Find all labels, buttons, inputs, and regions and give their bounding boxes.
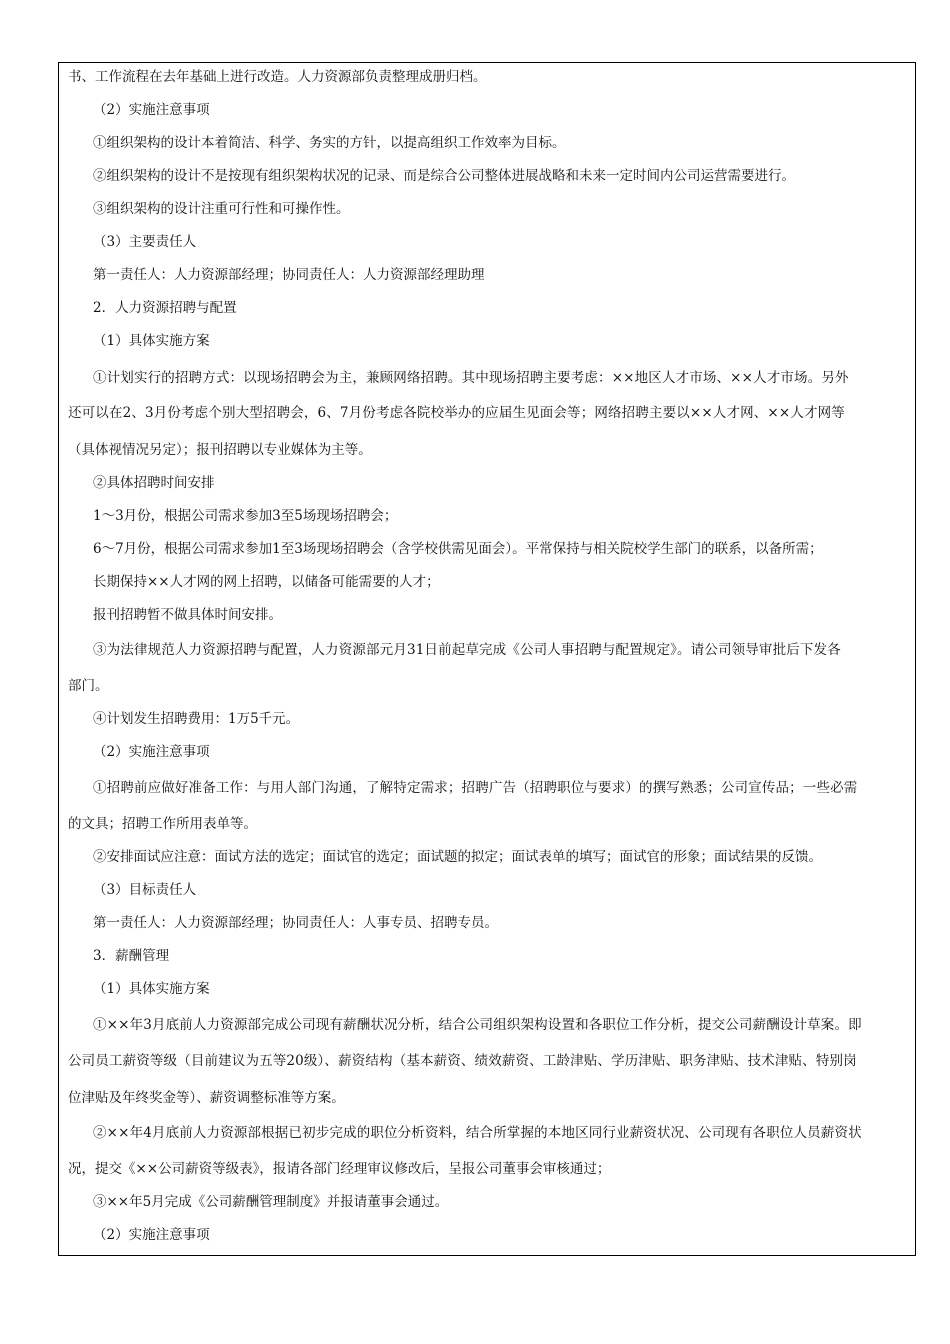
text-line: 1～3月份，根据公司需求参加3至5场现场招聘会； xyxy=(93,508,398,524)
text-line: ③为法律规范人力资源招聘与配置，人力资源部元月31日前起草完成《公司人事招聘与配置规定》。请公司领导审批后下发各 xyxy=(93,642,841,658)
text-line: 还可以在2、3月份考虑个别大型招聘会，6、7月份考虑各院校举办的应届生见面会等；网络招聘主要以××人才网、××人才网等 xyxy=(68,405,845,421)
text-line: ②组织架构的设计不是按现有组织架构状况的记录、而是综合公司整体进展战略和未来一定时间内公司运营需要进行。 xyxy=(93,168,795,184)
text-line: ①××年3月底前人力资源部完成公司现有薪酬状况分析，结合公司组织架构设置和各职位工作分析，提交公司薪酬设计草案。即 xyxy=(93,1017,862,1033)
text-line: 况，提交《××公司薪资等级表》，报请各部门经理审议修改后，呈报公司董事会审核通过； xyxy=(68,1161,611,1177)
text-line: ①计划实行的招聘方式：以现场招聘会为主，兼顾网络招聘。其中现场招聘主要考虑：××地区人才市场、××人才市场。另外 xyxy=(93,370,849,386)
text-line: 第一责任人：人力资源部经理；协同责任人：人事专员、招聘专员。 xyxy=(93,915,498,931)
text-line: ③组织架构的设计注重可行性和可操作性。 xyxy=(93,201,350,217)
text-line: （具体视情况另定）；报刊招聘以专业媒体为主等。 xyxy=(68,442,372,458)
text-line: 6～7月份，根据公司需求参加1至3场现场招聘会（含学校供需见面会）。平常保持与相关院校学生部门的联系，以备所需； xyxy=(93,541,823,557)
text-line: ①招聘前应做好准备工作：与用人部门沟通，了解特定需求；招聘广告（招聘职位与要求）的撰写熟悉；公司宣传品；一些必需 xyxy=(93,780,858,796)
text-line: （2）实施注意事项 xyxy=(93,1227,210,1243)
text-line: （2）实施注意事项 xyxy=(93,744,210,760)
text-line: （3）主要责任人 xyxy=(93,234,197,250)
text-line: 位津贴及年终奖金等）、薪资调整标准等方案。 xyxy=(68,1090,345,1106)
text-line: 报刊招聘暂不做具体时间安排。 xyxy=(93,607,282,623)
text-line: ①组织架构的设计本着简洁、科学、务实的方针，以提高组织工作效率为目标。 xyxy=(93,135,566,151)
section-heading: 3．薪酬管理 xyxy=(93,948,170,964)
text-line: ②××年4月底前人力资源部根据已初步完成的职位分析资料，结合所掌握的本地区同行业薪资状况、公司现有各职位人员薪资状 xyxy=(93,1125,862,1141)
text-line: （2）实施注意事项 xyxy=(93,102,210,118)
text-line: ②安排面试应注意：面试方法的选定；面试官的选定；面试题的拟定；面试表单的填写；面试官的形象；面试结果的反馈。 xyxy=(93,849,822,865)
text-line: （1）具体实施方案 xyxy=(93,333,210,349)
document-frame xyxy=(58,62,916,1256)
text-line: 书、工作流程在去年基础上进行改造。人力资源部负责整理成册归档。 xyxy=(68,69,487,85)
text-line: ④计划发生招聘费用：1万5千元。 xyxy=(93,711,300,727)
text-line: （1）具体实施方案 xyxy=(93,981,210,997)
text-line: 的文具；招聘工作所用表单等。 xyxy=(68,816,257,832)
text-line: 长期保持××人才网的网上招聘，以储备可能需要的人才； xyxy=(93,574,440,590)
text-line: （3）目标责任人 xyxy=(93,882,197,898)
text-line: 第一责任人：人力资源部经理；协同责任人：人力资源部经理助理 xyxy=(93,267,485,283)
text-line: ②具体招聘时间安排 xyxy=(93,475,215,491)
section-heading: 2．人力资源招聘与配置 xyxy=(93,300,237,316)
text-line: 公司员工薪资等级（目前建议为五等20级）、薪资结构（基本薪资、绩效薪资、工龄津贴、学历津贴、职务津贴、技术津贴、特别岗 xyxy=(68,1053,857,1069)
text-line: ③××年5月完成《公司薪酬管理制度》并报请董事会通过。 xyxy=(93,1194,449,1210)
text-line: 部门。 xyxy=(68,678,109,694)
